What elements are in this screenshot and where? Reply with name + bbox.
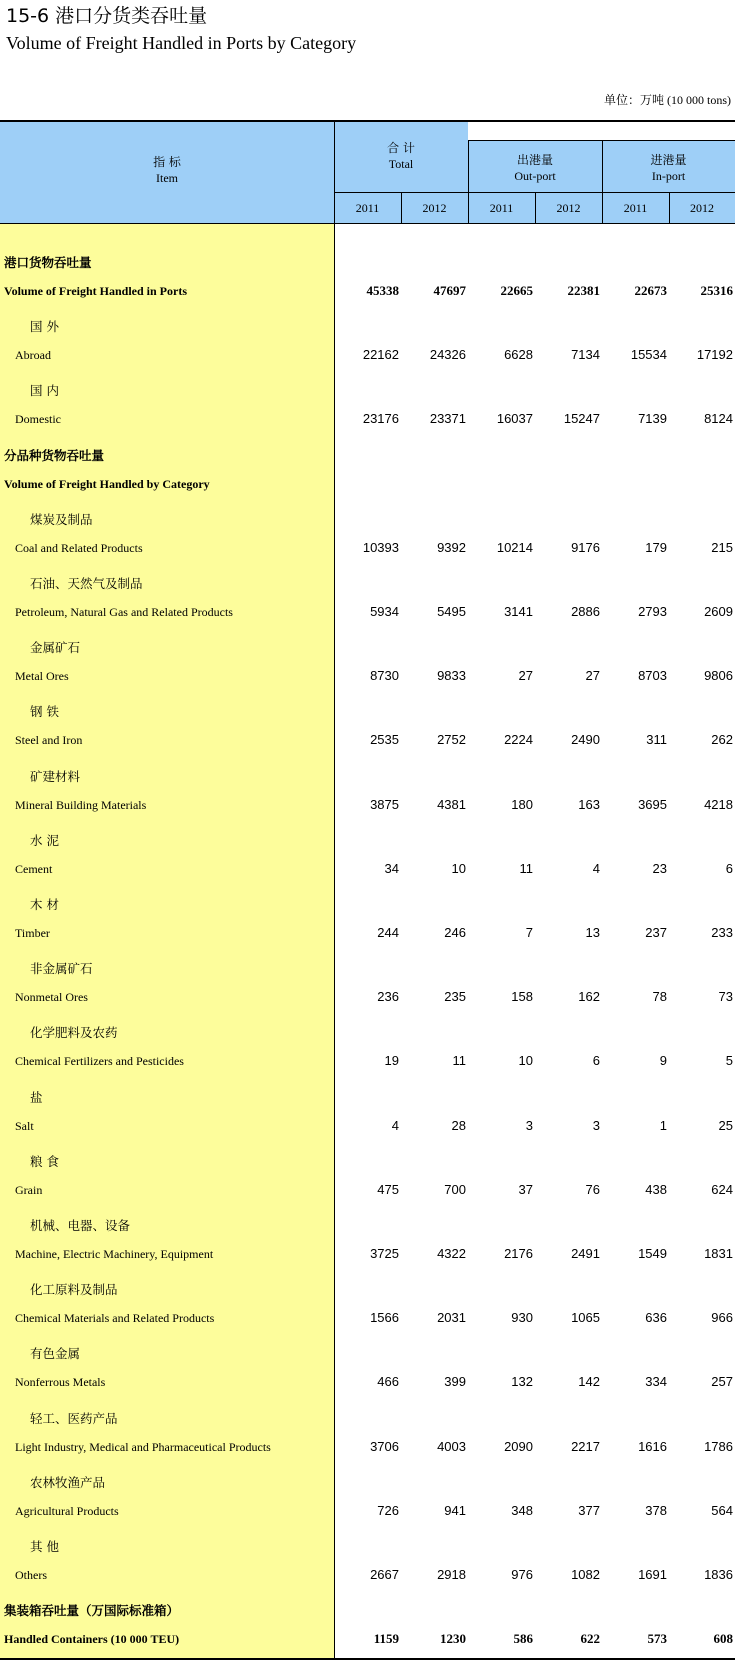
header-year-cell: 2011 [468, 192, 535, 224]
row-label-cn: 国 内 [30, 383, 59, 399]
table-cell-value: 3706 [370, 1438, 399, 1454]
table-cell-value: 586 [513, 1631, 533, 1647]
row-label-en: Grain [15, 1182, 43, 1197]
table-cell-value: 6 [592, 1053, 600, 1069]
table-cell-value: 3 [525, 1117, 533, 1133]
table-cell-value: 4 [592, 860, 600, 876]
row-label-en: Mineral Building Materials [15, 797, 147, 812]
row-label-en: Abroad [15, 348, 51, 363]
table-cell-value: 78 [652, 989, 667, 1005]
table-cell-value: 235 [444, 989, 466, 1005]
row-label-en: Nonferrous Metals [15, 1375, 106, 1390]
header-out-cell [468, 141, 602, 192]
table-cell-value: 700 [444, 1181, 466, 1197]
header-year-cell: 2011 [602, 192, 669, 224]
row-label-cn: 木 材 [30, 897, 59, 912]
header-in-en: In-port [651, 169, 686, 183]
row-label-en: Steel and Iron [15, 733, 83, 748]
header-divider [602, 140, 603, 224]
row-label-cn: 分品种货物吞吐量 [4, 447, 105, 463]
table-cell-value: 4381 [437, 796, 466, 812]
table-cell-value: 636 [645, 1310, 667, 1326]
table-cell-value: 1065 [571, 1310, 600, 1326]
table-cell-value: 22673 [634, 283, 667, 298]
table-cell-value: 9176 [571, 539, 600, 555]
table-cell-value: 17192 [696, 347, 733, 363]
header-item-cell [0, 122, 334, 224]
table-cell-value: 334 [645, 1374, 667, 1390]
table-cell-value: 475 [377, 1181, 399, 1197]
page-title-cn: 15-6 港口分货类吞吐量 [6, 5, 208, 27]
table-cell-value: 2490 [571, 732, 600, 748]
table-cell-value: 4322 [437, 1246, 466, 1261]
row-label-cn: 其 他 [30, 1539, 59, 1554]
table-cell-value: 966 [711, 1310, 733, 1326]
row-label-cn: 钢 铁 [30, 704, 59, 720]
header-divider [535, 192, 536, 224]
table-cell-value: 10 [451, 860, 466, 876]
table-cell-value: 13 [585, 925, 600, 940]
table-cell-value: 3695 [638, 796, 667, 812]
row-label-en: Cement [15, 861, 53, 876]
table-cell-value: 34 [384, 860, 399, 876]
table-cell-value: 2667 [370, 1567, 399, 1582]
table-cell-value: 2491 [571, 1246, 600, 1261]
table-cell-value: 27 [585, 668, 600, 684]
table-cell-value: 2176 [504, 1246, 533, 1261]
table-cell-value: 10214 [496, 539, 533, 555]
row-label-cn: 港口货物吞吐量 [4, 255, 92, 270]
table-cell-value: 1691 [638, 1567, 667, 1582]
table-cell-value: 976 [511, 1567, 533, 1582]
row-label-en: Domestic [15, 412, 61, 427]
header-out-en: Out-port [514, 169, 556, 183]
table-cell-value: 7 [525, 925, 533, 940]
row-label-cn: 矿建材料 [30, 768, 81, 784]
header-total-cn: 合 计 [387, 141, 415, 155]
row-label-en: Volume of Freight Handled by Category [4, 476, 210, 491]
table-cell-value: 622 [580, 1631, 600, 1647]
table-cell-value: 3 [592, 1117, 600, 1133]
row-label-en: Chemical Fertilizers and Pesticides [15, 1054, 184, 1069]
table-cell-value: 348 [511, 1502, 533, 1518]
row-label-en: Petroleum, Natural Gas and Related Products [15, 605, 233, 619]
table-cell-value: 1831 [704, 1246, 733, 1261]
table-cell-value: 608 [713, 1631, 733, 1647]
table-cell-value: 9833 [437, 668, 466, 684]
table-cell-value: 573 [647, 1631, 667, 1647]
table-cell-value: 3725 [370, 1246, 399, 1261]
table-cell-value: 7139 [638, 411, 667, 427]
row-label-en: Agricultural Products [15, 1503, 119, 1518]
table-cell-value: 132 [511, 1374, 533, 1390]
table-cell-value: 262 [711, 732, 733, 748]
table-cell-value: 1786 [704, 1438, 733, 1454]
table-cell-value: 9 [659, 1053, 667, 1069]
header-in-cell [602, 141, 735, 192]
table-cell-value: 4 [391, 1117, 399, 1133]
row-label-cn: 机械、电器、设备 [30, 1218, 131, 1233]
table-cell-value: 5495 [437, 604, 466, 619]
row-label-cn: 盐 [30, 1089, 43, 1105]
table-cell-value: 257 [711, 1374, 733, 1390]
table-cell-value: 10393 [362, 539, 399, 555]
table-cell-value: 45338 [366, 283, 399, 298]
table-cell-value: 2217 [571, 1438, 600, 1454]
table-cell-value: 237 [645, 925, 667, 940]
table-cell-value: 236 [377, 989, 399, 1005]
table-cell-value: 941 [444, 1502, 466, 1518]
table-cell-value: 3141 [504, 604, 533, 619]
table-cell-value: 2609 [704, 604, 733, 619]
row-label-en: Machine, Electric Machinery, Equipment [15, 1247, 214, 1261]
table-cell-value: 624 [711, 1181, 733, 1197]
table-cell-value: 244 [377, 925, 399, 940]
table-cell-value: 377 [578, 1502, 600, 1518]
item-column-divider [334, 122, 335, 1659]
table-cell-value: 162 [578, 989, 600, 1005]
table-top-rule [0, 120, 735, 122]
page-title-en: Volume of Freight Handled in Ports by Category [6, 33, 357, 53]
table-cell-value: 311 [646, 732, 667, 748]
table-cell-value: 76 [585, 1181, 600, 1197]
row-label-cn: 农林牧渔产品 [30, 1474, 106, 1490]
table-cell-value: 15534 [630, 347, 667, 363]
table-cell-value: 2918 [437, 1567, 466, 1582]
table-cell-value: 564 [711, 1502, 733, 1518]
table-cell-value: 19 [384, 1053, 399, 1069]
unit-cn: 单位：万吨 [603, 93, 664, 107]
table-cell-value: 2535 [370, 732, 399, 748]
row-label-en: Nonmetal Ores [15, 990, 88, 1005]
header-in-cn: 进港量 [650, 153, 687, 167]
table-cell-value: 28 [451, 1117, 466, 1133]
row-label-cn: 石油、天然气及制品 [30, 576, 143, 591]
table-cell-value: 8703 [638, 668, 667, 684]
table-cell-value: 726 [377, 1502, 399, 1518]
row-label-cn: 粮 食 [30, 1153, 59, 1169]
table-cell-value: 1230 [440, 1631, 466, 1647]
table-cell-value: 8124 [704, 411, 733, 427]
table-cell-value: 73 [718, 989, 733, 1005]
row-label-cn: 集装箱吞吐量（万国际标准箱） [4, 1603, 180, 1619]
table-cell-value: 24326 [429, 347, 466, 363]
table-bottom-rule [0, 1658, 735, 1660]
table-cell-value: 2793 [638, 604, 667, 619]
table-cell-value: 1616 [638, 1438, 667, 1454]
row-label-en: Light Industry, Medical and Pharmaceutical Products [15, 1439, 271, 1454]
header-year-cell: 2012 [669, 192, 735, 224]
header-year-cell: 2012 [535, 192, 602, 224]
table-cell-value: 2090 [504, 1438, 533, 1454]
table-cell-value: 180 [511, 796, 533, 812]
row-label-cn: 水 泥 [30, 832, 59, 848]
table-cell-value: 1 [659, 1117, 667, 1133]
table-cell-value: 399 [444, 1374, 466, 1390]
table-cell-value: 2886 [571, 604, 600, 619]
table-cell-value: 5 [725, 1053, 733, 1069]
table-cell-value: 8730 [370, 668, 399, 684]
table-cell-value: 25 [718, 1117, 733, 1133]
table-cell-value: 6 [725, 860, 733, 876]
table-cell-value: 4003 [437, 1438, 466, 1454]
table-cell-value: 25316 [700, 283, 733, 298]
table-cell-value: 142 [578, 1374, 600, 1390]
table-cell-value: 3875 [370, 796, 399, 812]
table-cell-value: 179 [645, 539, 667, 555]
table-cell-value: 1566 [370, 1310, 399, 1326]
row-label-en: Timber [15, 926, 50, 940]
header-divider [468, 140, 469, 224]
table-cell-value: 1159 [373, 1631, 399, 1647]
row-label-en: Volume of Freight Handled in Ports [4, 284, 188, 298]
table-cell-value: 1836 [704, 1567, 733, 1582]
table-cell-value: 9806 [704, 668, 733, 684]
row-label-cn: 化学肥料及农药 [30, 1025, 118, 1041]
header-total-en: Total [388, 157, 414, 171]
row-label-cn: 有色金属 [30, 1346, 81, 1362]
table-cell-value: 163 [578, 796, 600, 812]
table-cell-value: 22665 [500, 283, 533, 298]
table-cell-value: 2752 [437, 732, 466, 748]
table-cell-value: 23176 [362, 411, 399, 427]
table-cell-value: 1082 [571, 1567, 600, 1582]
unit-note [604, 92, 731, 108]
table-cell-value: 47697 [433, 283, 466, 298]
row-label-cn: 国 外 [30, 319, 59, 335]
row-label-cn: 煤炭及制品 [30, 511, 93, 527]
unit-en: (10 000 tons) [667, 93, 731, 107]
table-cell-value: 6628 [504, 347, 533, 363]
row-label-en: Others [15, 1568, 47, 1582]
table-cell-value: 23 [652, 860, 667, 876]
table-cell-value: 378 [645, 1502, 667, 1518]
header-item-en: Item [156, 171, 178, 185]
table-cell-value: 246 [444, 925, 466, 940]
table-cell-value: 233 [711, 925, 733, 940]
header-item-cn: 指 标 [153, 155, 181, 169]
header-year-cell: 2012 [401, 192, 468, 224]
header-out-cn: 出港量 [516, 153, 553, 167]
header-total-cell [334, 122, 468, 192]
table-cell-value: 930 [511, 1310, 533, 1326]
table-cell-value: 215 [711, 539, 733, 555]
row-label-en: Metal Ores [15, 669, 69, 684]
table-cell-value: 27 [518, 668, 533, 684]
table-cell-value: 4218 [704, 796, 733, 812]
table-cell-value: 2224 [504, 732, 533, 748]
row-label-en: Salt [15, 1118, 34, 1133]
row-label-en: Handled Containers (10 000 TEU) [4, 1632, 180, 1647]
row-label-en: Chemical Materials and Related Products [15, 1311, 215, 1326]
table-cell-value: 15247 [563, 411, 600, 427]
header-divider [669, 192, 670, 224]
table-cell-value: 5934 [370, 604, 399, 619]
table-cell-value: 1549 [638, 1246, 667, 1261]
row-label-en: Coal and Related Products [15, 540, 143, 555]
row-label-cn: 轻工、医药产品 [30, 1410, 118, 1426]
table-cell-value: 158 [511, 989, 533, 1005]
table-cell-value: 23371 [429, 411, 466, 427]
table-cell-value: 438 [645, 1181, 667, 1197]
table-cell-value: 10 [518, 1053, 533, 1069]
row-label-cn: 非金属矿石 [30, 961, 93, 977]
table-cell-value: 22381 [567, 283, 600, 298]
table-cell-value: 466 [377, 1374, 399, 1390]
row-label-cn: 金属矿石 [30, 640, 81, 656]
table-cell-value: 11 [452, 1053, 466, 1069]
header-bottom-rule [0, 223, 735, 224]
table-cell-value: 7134 [571, 347, 600, 363]
header-divider [401, 192, 402, 224]
table-cell-value: 22162 [362, 347, 399, 363]
table-cell-value: 9392 [437, 539, 466, 555]
table-cell-value: 16037 [496, 411, 533, 427]
header-year-cell: 2011 [334, 192, 401, 224]
table-cell-value: 2031 [437, 1310, 466, 1326]
table-cell-value: 37 [518, 1181, 533, 1197]
table-cell-value: 11 [519, 860, 533, 876]
row-label-cn: 化工原料及制品 [30, 1282, 118, 1298]
